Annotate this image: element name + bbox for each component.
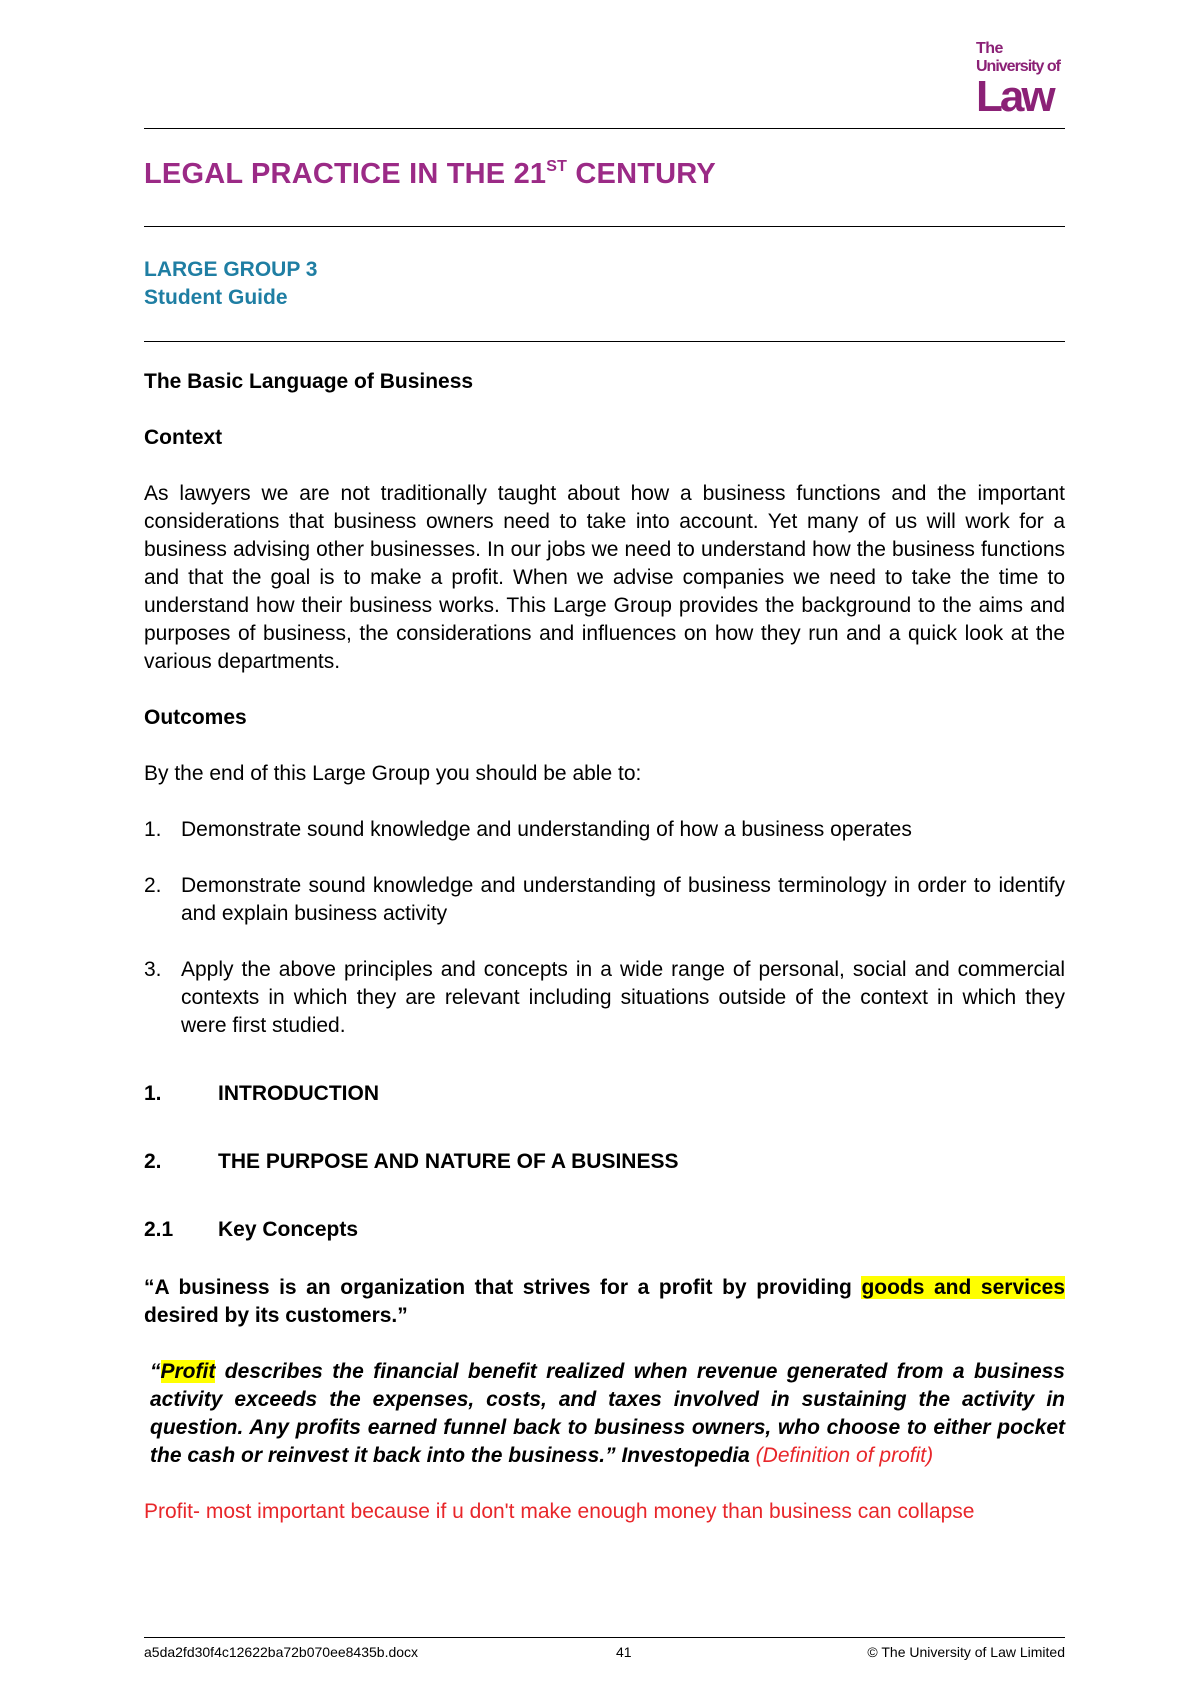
- list-item-number: 2.: [144, 874, 162, 897]
- section-heading-text: THE PURPOSE AND NATURE OF A BUSINESS: [218, 1150, 679, 1173]
- highlighted-text: Profit: [160, 1360, 216, 1383]
- definition-link[interactable]: (Definition of profit): [755, 1444, 934, 1467]
- section-heading-purpose: [144, 1148, 1065, 1176]
- footer-page-number: 41: [616, 1644, 632, 1660]
- list-item-text: Demonstrate sound knowledge and understanding of how a business operates: [181, 818, 912, 841]
- highlighted-text: goods and services: [861, 1276, 1066, 1299]
- header-rule-middle: [144, 226, 1065, 227]
- section-heading-introduction: [144, 1080, 1065, 1108]
- section-heading-text: Key Concepts: [218, 1218, 359, 1241]
- header-rule-top: [144, 128, 1065, 129]
- outcomes-list: [144, 816, 1065, 1040]
- section-heading-text: INTRODUCTION: [218, 1082, 379, 1105]
- context-paragraph: As lawyers we are not traditionally taught about how a business functions and the important considerations that business owners need to take into account. Yet many of us will work for a business advising other businesses. In our jobs we need to understand how the business functions and that the goal is to make a profit. When we advise companies we need to take the time to understand how their business works. This Large Group provides the background to the aims and purposes of business, the considerations and influences on how they run and a quick look at the various departments.: [144, 482, 1065, 673]
- logo-line-1: The: [976, 40, 1003, 57]
- large-group-block: [144, 256, 317, 312]
- section-title: The Basic Language of Business: [144, 370, 474, 393]
- document-body: [144, 368, 1065, 1526]
- list-item-text: Demonstrate sound knowledge and understanding of business terminology in order to identify and explain business activity: [181, 874, 1065, 925]
- outcomes-intro: By the end of this Large Group you should be able to:: [144, 762, 642, 785]
- page-footer: [144, 1644, 1065, 1660]
- business-definition-quote: [144, 1274, 1065, 1330]
- footer-copyright: © The University of Law Limited: [867, 1644, 1065, 1660]
- logo-line-3: Law: [976, 72, 1053, 121]
- title-superscript: ST: [546, 158, 568, 175]
- section-number: 2.: [144, 1150, 162, 1173]
- definition-text: describes the financial benefit realized when revenue generated from a business activity exceeds the expenses, costs, and taxes involved in sustaining the activity in question. Any profits earned funnel back to business owners, who choose to either pocket the cash or reinvest it back into the business.” Investopedia: [150, 1360, 1065, 1467]
- logo-line-2: University of: [976, 58, 1060, 75]
- list-item-number: 3.: [144, 958, 162, 981]
- large-group-number: LARGE GROUP 3: [144, 258, 318, 281]
- title-end: CENTURY: [567, 158, 716, 190]
- university-logo: [976, 40, 1066, 121]
- open-quote: “: [150, 1360, 161, 1383]
- section-number: 1.: [144, 1082, 162, 1105]
- profit-definition: [144, 1358, 1065, 1470]
- outcomes-heading: Outcomes: [144, 706, 247, 729]
- section-heading-key-concepts: [144, 1216, 1065, 1244]
- quote-text-start: “A business is an organization that strives for a profit by providing: [144, 1276, 862, 1299]
- quote-text-end: desired by its customers.”: [144, 1304, 408, 1327]
- footer-rule: [144, 1637, 1065, 1638]
- title-main: LEGAL PRACTICE IN THE 21: [144, 158, 547, 190]
- list-item: [144, 816, 1065, 844]
- page-title: [144, 158, 716, 191]
- list-item: [144, 872, 1065, 928]
- context-heading: Context: [144, 426, 223, 449]
- footer-filename: a5da2fd30f4c12622ba72b070ee8435b.docx: [144, 1644, 419, 1660]
- header-rule-bottom: [144, 341, 1065, 342]
- student-guide-label: Student Guide: [144, 286, 288, 309]
- list-item: [144, 956, 1065, 1040]
- section-number: 2.1: [144, 1218, 174, 1241]
- list-item-number: 1.: [144, 818, 162, 841]
- list-item-text: Apply the above principles and concepts in a wide range of personal, social and commercial contexts in which they are relevant including situations outside of the context in which they were first studied.: [181, 958, 1065, 1037]
- handwritten-note: Profit- most important because if u don't make enough money than business can collapse: [144, 1500, 975, 1523]
